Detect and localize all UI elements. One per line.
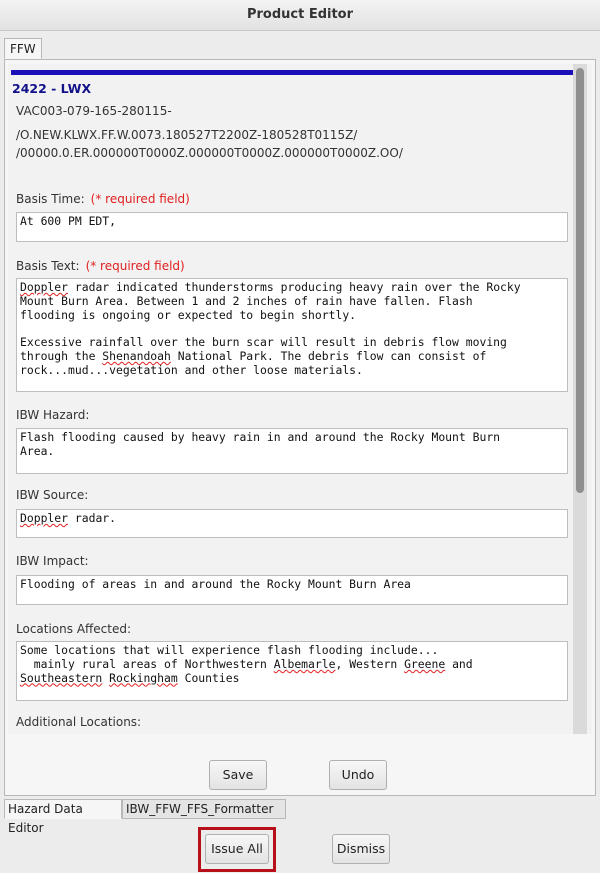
hazard-form bbox=[8, 64, 592, 734]
misspelled-word: Greene bbox=[404, 656, 446, 671]
tab-hazard-data-editor[interactable]: Hazard Data Editor bbox=[4, 799, 122, 819]
vertical-scrollbar[interactable] bbox=[573, 64, 587, 734]
text-line: Doppler radar. bbox=[20, 511, 117, 525]
product-tabstrip bbox=[0, 38, 600, 60]
text-line: Southeastern Rockingham Counties bbox=[20, 670, 240, 685]
vtec-line: /O.NEW.KLWX.FF.W.0073.180527T2200Z-180528T0115Z/ bbox=[16, 128, 358, 142]
tab-ibw-ffw-ffs-formatter[interactable]: IBW_FFW_FFS_Formatter bbox=[122, 799, 286, 819]
misspelled-word: Albemarle bbox=[273, 656, 336, 671]
locations-affected-field[interactable] bbox=[16, 641, 568, 701]
undo-button[interactable]: Undo bbox=[329, 760, 387, 790]
basis-text-label: Basis Text: (* required field) bbox=[16, 259, 185, 273]
text-line: Mount Burn Area. Between 1 and 2 inches of rain have fallen. Flash bbox=[20, 293, 473, 308]
text-line bbox=[20, 322, 564, 336]
scrollbar-thumb[interactable] bbox=[576, 68, 584, 493]
basis-time-field[interactable]: At 600 PM EDT, bbox=[16, 212, 568, 242]
ibw-impact-field[interactable]: Flooding of areas in and around the Rocky Mount Burn Area bbox=[16, 575, 568, 605]
text-line: rock...mud...vegetation and other loose materials. bbox=[20, 362, 363, 377]
ibw-hazard-field[interactable]: Flash flooding caused by heavy rain in and around the Rocky Mount Burn Area. bbox=[16, 428, 568, 474]
additional-locations-label: Additional Locations: bbox=[16, 715, 142, 729]
ibw-impact-label: IBW Impact: bbox=[16, 554, 89, 568]
basis-text-field[interactable] bbox=[16, 278, 568, 392]
required-note: (* required field) bbox=[85, 259, 185, 273]
product-accent-bar bbox=[11, 70, 573, 75]
text-line: Some locations that will experience flash flooding include... bbox=[20, 643, 439, 657]
text-line: through the Shenandoah National Park. The debris flow can consist of bbox=[20, 348, 487, 363]
ibw-source-label: IBW Source: bbox=[16, 488, 89, 502]
ibw-source-field[interactable] bbox=[16, 509, 568, 538]
text-line: flooding is ongoing or expected to begin shortly. bbox=[20, 307, 357, 322]
hvtec-line: /00000.0.ER.000000T0000Z.000000T0000Z.000000T0000Z.OO/ bbox=[16, 146, 403, 160]
misspelled-word: Doppler bbox=[20, 511, 69, 525]
text-line: mainly rural areas of Northwestern Albemarle, Western Greene and bbox=[20, 656, 473, 671]
issue-all-button[interactable]: Issue All bbox=[205, 834, 269, 864]
text-line: Excessive rainfall over the burn scar will result in debris flow moving bbox=[20, 335, 507, 350]
save-button[interactable]: Save bbox=[209, 760, 267, 790]
ibw-hazard-label: IBW Hazard: bbox=[16, 408, 90, 422]
misspelled-word: Doppler bbox=[20, 280, 69, 294]
basis-time-label: Basis Time: (* required field) bbox=[16, 192, 190, 206]
dismiss-button[interactable]: Dismiss bbox=[332, 834, 390, 864]
misspelled-word: Rockingham bbox=[109, 670, 178, 685]
text-line: Doppler radar indicated thunderstorms producing heavy rain over the Rocky bbox=[20, 280, 521, 294]
misspelled-word: Shenandoah bbox=[102, 348, 171, 363]
required-note: (* required field) bbox=[90, 192, 190, 206]
locations-affected-label: Locations Affected: bbox=[16, 622, 132, 636]
issue-all-highlight bbox=[198, 827, 276, 872]
window-title: Product Editor bbox=[0, 0, 600, 31]
product-id: 2422 - LWX bbox=[12, 81, 92, 96]
misspelled-word: Southeastern bbox=[20, 670, 103, 685]
tab-ffw[interactable]: FFW bbox=[4, 38, 42, 59]
ugc-line: VAC003-079-165-280115- bbox=[16, 104, 172, 118]
